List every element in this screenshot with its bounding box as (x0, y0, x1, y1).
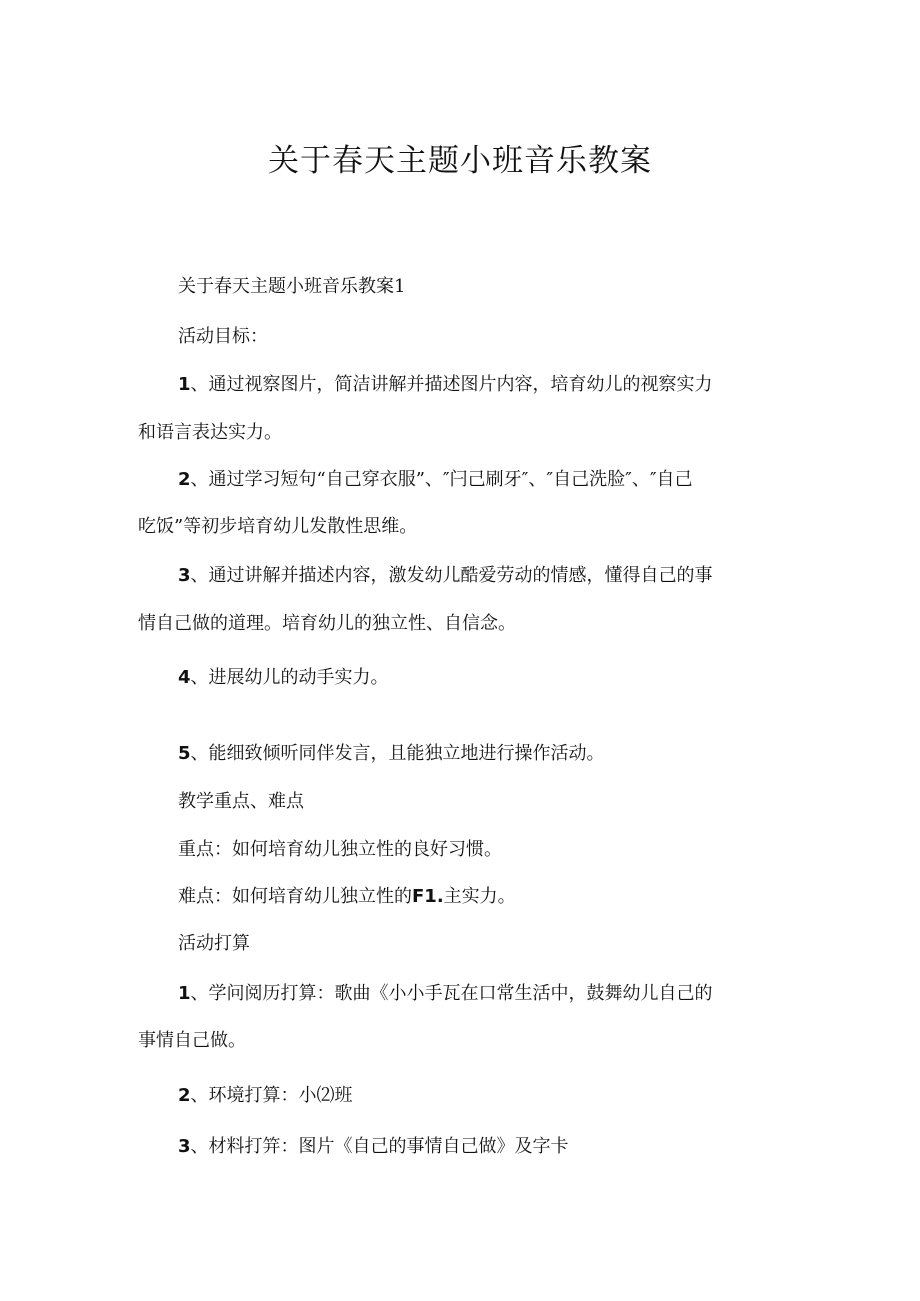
prep-2-text: 、环境打算：小⑵班 (190, 1085, 353, 1106)
document-title: 关于春天主题小班音乐教案 (268, 143, 652, 179)
goal-3-line-2: 情自己做的道理。培育幼儿的独立性、自信念。 (138, 613, 516, 634)
prep-1-line-1 (178, 980, 828, 1008)
section-subtitle: 关于春天主题小班音乐教案1 (178, 276, 406, 297)
prep-1-text: 、学问阅历打算：歌曲《小小手瓦在口常生活中，鼓舞幼儿自己的 (190, 983, 713, 1004)
focus-difficult-text-a: 难点：如何培育幼儿独立性的 (178, 886, 412, 907)
prep-2-number: 2 (178, 1085, 191, 1106)
goals-heading: 活动目标： (178, 326, 268, 347)
prep-3-number: 3 (178, 1136, 191, 1157)
goal-3-text: 、通过讲解并描述内容，激发幼儿酷爱劳动的情感，懂得自己的事 (190, 565, 713, 586)
goal-3-line-1 (178, 562, 828, 590)
prep-3-text: 、材料打笄：图片《自己的事情自己做》及字卡 (190, 1136, 569, 1157)
goal-5-line-1 (178, 740, 828, 768)
goal-2-number: 2 (178, 469, 191, 490)
goal-2-line-2: 吃饭”等初步培育幼儿发散性思维。 (138, 516, 418, 537)
focus-difficult-text-b: F1. (412, 886, 444, 907)
goal-5-number: 5 (178, 743, 191, 764)
focus-key-point: 重点：如何培育幼儿独立性的良好习惯。 (178, 839, 502, 860)
focus-difficult-point (178, 883, 828, 911)
goal-5-text: 、能细致倾听同伴发言，且能独立地进行操作活动。 (190, 743, 605, 764)
goal-3-number: 3 (178, 565, 191, 586)
prep-2-line-1 (178, 1082, 828, 1110)
prep-1-line-2: 事情自己做。 (138, 1030, 246, 1051)
goal-4-number: 4 (178, 667, 191, 688)
goal-2-line-1 (178, 466, 828, 494)
goal-1-line-2: 和语言表达实力。 (138, 422, 282, 443)
goal-1-line-1 (178, 371, 828, 399)
goal-4-text: 、进展幼儿的动手实力。 (190, 667, 389, 688)
goal-1-text: 、通过视察图片，简洁讲解并描述图片内容，培育幼儿的视察实力 (190, 374, 713, 395)
goal-1-number: 1 (178, 374, 191, 395)
goal-2-text: 、通过学习短句“自己穿衣服”、″闩己刷牙″、″自己洗脸″、″自己 (190, 469, 693, 490)
goal-4-line-1 (178, 664, 828, 692)
focus-difficult-text-c: 主实力。 (443, 886, 516, 907)
focus-heading: 教学重点、难点 (178, 791, 304, 812)
prep-1-number: 1 (178, 983, 191, 1004)
prep-3-line-1 (178, 1133, 828, 1161)
prep-heading: 活动打算 (178, 933, 250, 954)
